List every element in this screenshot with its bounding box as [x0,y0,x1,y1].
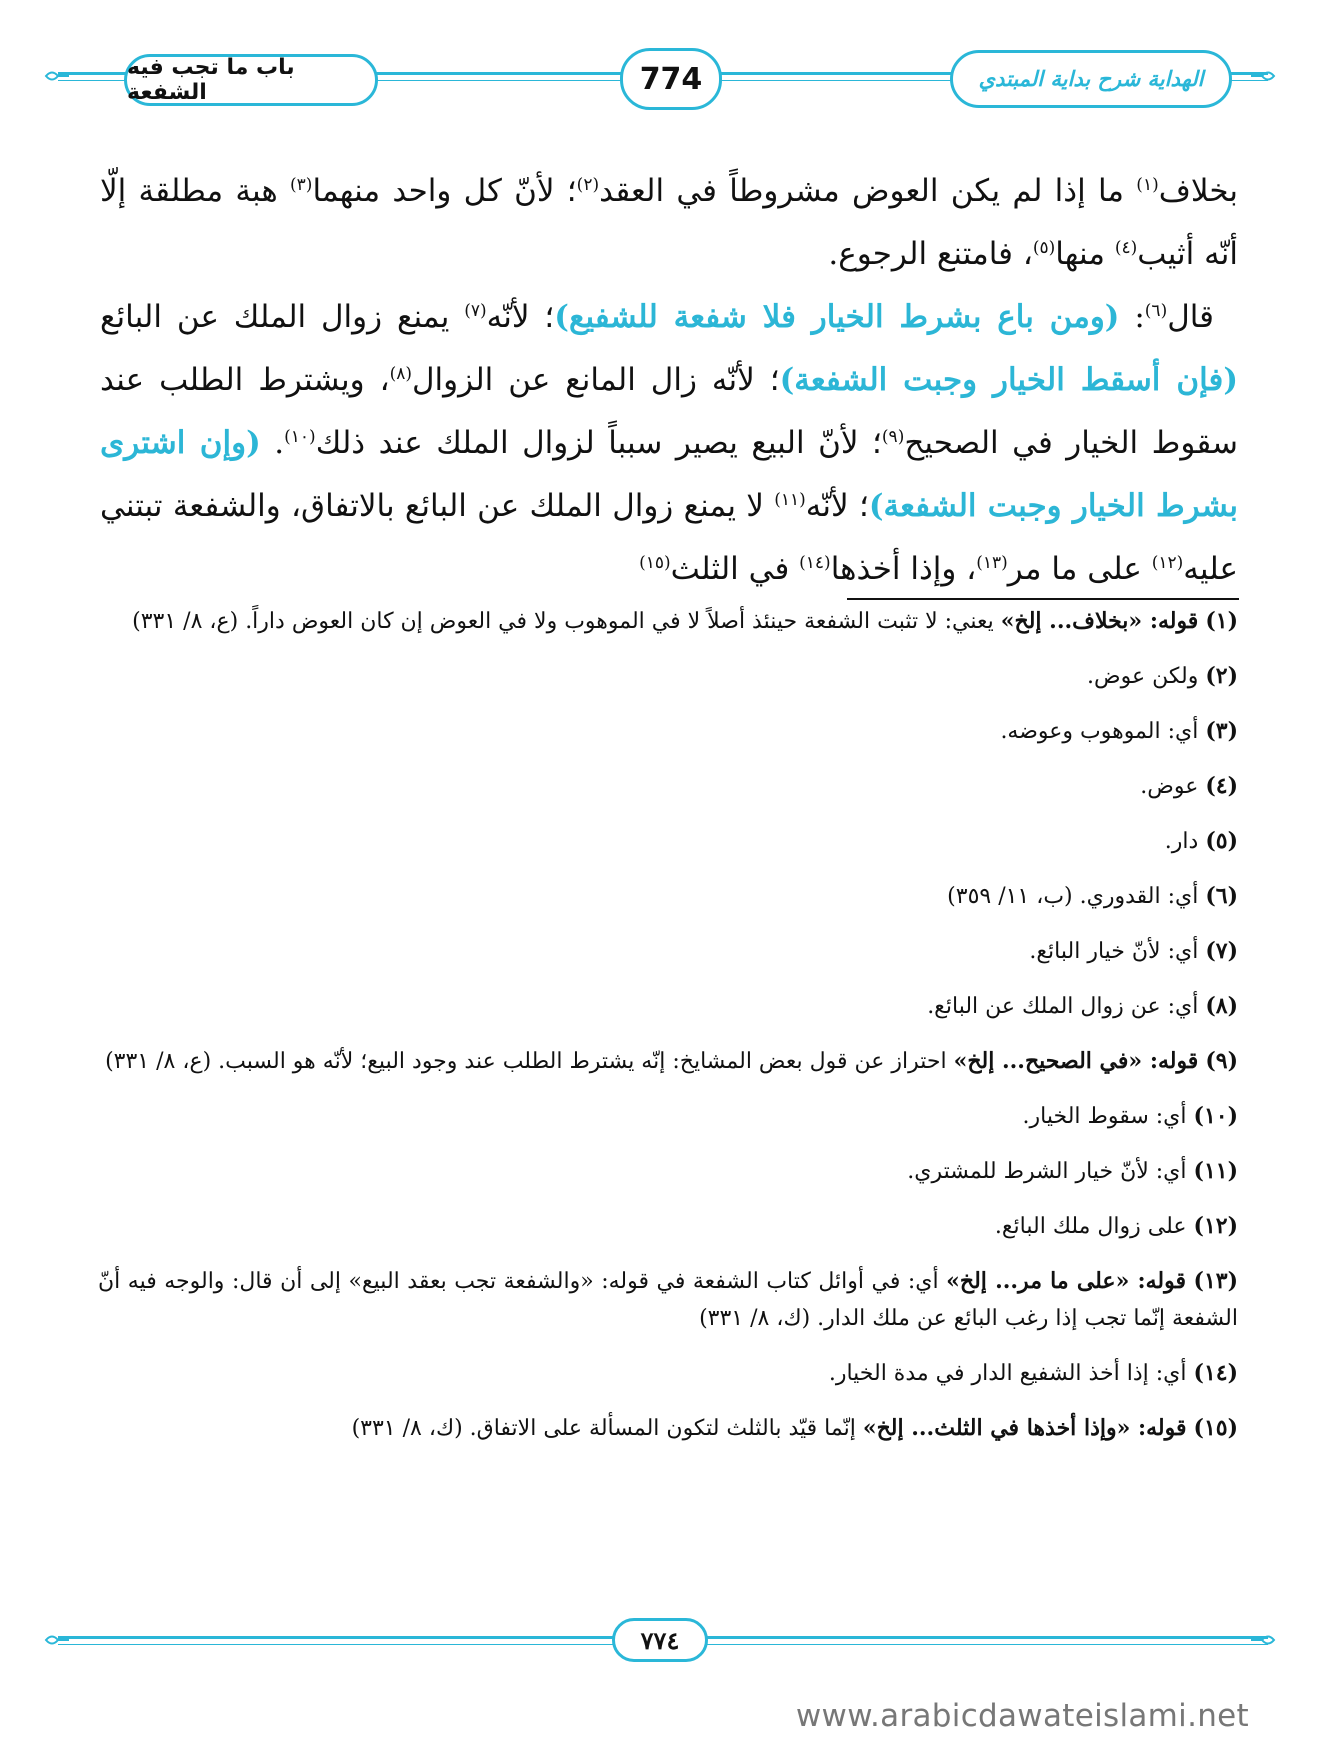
footer-page-number: ٧٧٤ [640,1625,680,1655]
footer-page-number-box [612,1618,708,1662]
paragraph-2: قال$^{(٦)}$: (ومن باع بشرط الخيار فلا شفعة للشفيع)؛ لأنّه$^{(٧)}$ يمنع زوال الملك عن البائع (فإن أسقط الخيار وجبت الشفعة)؛ لأنّه زال المانع عن الزوال$^{(٨)}$، ويشترط الطلب عند سقوط الخيار في الصحيح$^{(٩)}$؛ لأنّ البيع يصير سبباً لزوال الملك عند ذلك$^{(١٠)}$. (وإن اشترى بشرط الخيار وجبت الشفعة)؛ لأنّه$^{(١١)}$ لا يمنع زوال الملك عن البائع بالاتفاق، والشفعة تبتني عليه$^{(١٢)}$ على ما مر$^{(١٣)}$، وإذا أخذها$^{(١٤)}$ في الثلث$^{(١٥)}$ [100,299,1239,587]
ornament-icon [1250,68,1276,84]
footnote-4: (٤) عوض. [1140,773,1238,799]
main-text [100,160,1238,601]
paragraph-1: بخلاف$^{(١)}$ ما إذا لم يكن العوض مشروطاً في العقد$^{(٢)}$؛ لأنّ كل واحد منهما$^{(٣)}$ هبة مطلقة إلّا أنّه أثيب$^{(٤)}$ منها$^{(٥)}$، فامتنع الرجوع. [100,173,1238,272]
footnote-separator [847,598,1239,600]
footnote-11: (١١) أي: لأنّ خيار الشرط للمشتري. [907,1158,1238,1184]
ornament-icon [44,1632,70,1648]
footnote-1: (١) قوله: «بخلاف... إلخ» يعني: لا تثبت الشفعة حينئذ أصلاً لا في الموهوب ولا في العوض إن كان العوض داراً. (ع، ٨/ ٣٣١) [132,608,1238,634]
matn-highlight: (فإن أسقط الخيار وجبت الشفعة) [779,362,1239,398]
matn-highlight: (ومن باع بشرط الخيار فلا شفعة للشفيع) [554,299,1120,335]
footnote-5: (٥) دار. [1164,828,1238,854]
page-number: 774 [639,61,703,97]
footnote-14: (١٤) أي: إذا أخذ الشفيع الدار في مدة الخيار. [828,1360,1238,1386]
chapter-title: باب ما تجب فيه الشفعة [127,55,295,105]
footnotes [98,603,1238,1465]
footnote-2: (٢) ولكن عوض. [1087,663,1238,689]
footnote-7: (٧) أي: لأنّ خيار البائع. [1029,938,1238,964]
footnote-12: (١٢) على زوال ملك البائع. [994,1213,1238,1239]
ornament-icon [44,68,70,84]
footnote-6: (٦) أي: القدوري. (ب، ١١/ ٣٥٩) [947,883,1238,909]
website-url: www.arabicdawateislami.net [795,1698,1249,1734]
chapter-title-box [124,54,378,106]
footnote-10: (١٠) أي: سقوط الخيار. [1022,1103,1238,1129]
footnote-8: (٨) أي: عن زوال الملك عن البائع. [927,993,1238,1019]
ornament-icon [1250,1632,1276,1648]
footnote-3: (٣) أي: الموهوب وعوضه. [1000,718,1238,744]
footnote-9: (٩) قوله: «في الصحيح... إلخ» احتراز عن قول بعض المشايخ: إنّه يشترط الطلب عند وجود البيع؛ لأنّه هو السبب. (ع، ٨/ ٣٣١) [105,1048,1238,1074]
page-number-box [620,48,722,110]
book-title-box [950,50,1232,108]
book-title: الهداية شرح بداية المبتدي [978,67,1204,91]
matn-highlight: (وإن اشترى بشرط الخيار وجبت الشفعة) [100,425,1238,524]
footnote-15: (١٥) قوله: «وإذا أخذها في الثلث... إلخ» إنّما قيّد بالثلث لتكون المسألة على الاتفاق. (ك، ٨/ ٣٣١) [351,1415,1238,1441]
footnote-13: (١٣) قوله: «على ما مر... إلخ» أي: في أوائل كتاب الشفعة في قوله: «والشفعة تجب بعقد البيع» إلى أن قال: والوجه فيه أنّ الشفعة إنّما تجب إذا رغب البائع عن ملك الدار. (ك، ٨/ ٣٣١) [98,1268,1238,1331]
